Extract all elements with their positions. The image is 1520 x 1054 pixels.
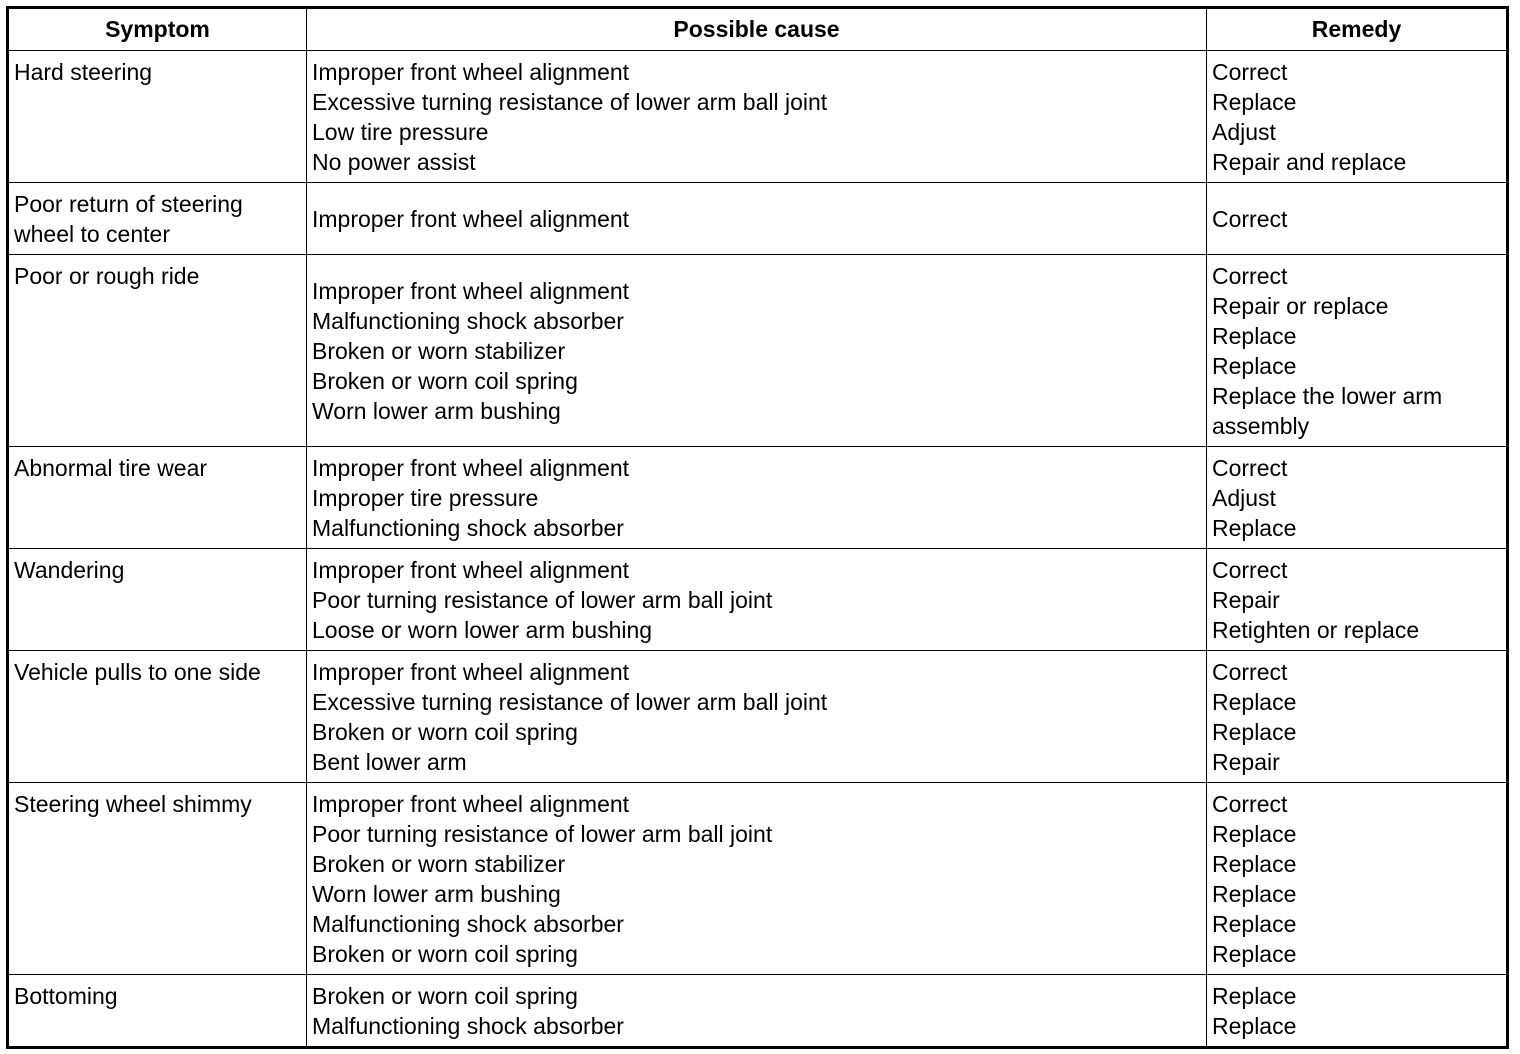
remedy-item: Repair or replace (1212, 293, 1389, 319)
cause-cell (307, 975, 1207, 1048)
table-row (8, 975, 1508, 1048)
table-row (8, 783, 1508, 975)
cause-item: Improper front wheel alignment (312, 659, 630, 685)
symptom-text: Wandering (14, 557, 125, 583)
symptom-cell (8, 183, 307, 255)
cause-item: Worn lower arm bushing (312, 881, 561, 907)
troubleshooting-table (6, 6, 1509, 1049)
cause-item: Poor turning resistance of lower arm ball joint (312, 587, 773, 613)
symptom-text: Bottoming (14, 983, 118, 1009)
remedy-item: Replace (1212, 323, 1297, 349)
cause-cell (307, 783, 1207, 975)
cause-item: Broken or worn coil spring (312, 368, 578, 394)
cause-cell (307, 255, 1207, 447)
symptom-text: Poor return of steering wheel to center (14, 191, 243, 247)
cause-item: No power assist (312, 149, 476, 175)
cause-item: Low tire pressure (312, 119, 489, 145)
remedy-item: Replace (1212, 983, 1297, 1009)
remedy-item: Repair and replace (1212, 149, 1407, 175)
table-row (8, 51, 1508, 183)
cause-item: Excessive turning resistance of lower arm ball joint (312, 689, 828, 715)
remedy-item: Replace (1212, 719, 1297, 745)
remedy-item: Replace the lower arm assembly (1212, 383, 1443, 439)
cause-item: Broken or worn stabilizer (312, 851, 566, 877)
cause-cell (307, 447, 1207, 549)
cause-item: Broken or worn coil spring (312, 719, 578, 745)
remedy-item: Correct (1212, 206, 1288, 232)
remedy-item: Replace (1212, 821, 1297, 847)
remedy-item: Correct (1212, 659, 1288, 685)
header-possible-cause: Possible cause (307, 8, 1207, 51)
table-row (8, 549, 1508, 651)
cause-item: Malfunctioning shock absorber (312, 515, 624, 541)
remedy-item: Correct (1212, 791, 1288, 817)
remedy-item: Replace (1212, 941, 1297, 967)
remedy-cell (1207, 447, 1508, 549)
symptom-text: Vehicle pulls to one side (14, 659, 261, 685)
cause-item: Improper tire pressure (312, 485, 539, 511)
cause-item: Worn lower arm bushing (312, 398, 561, 424)
cause-item: Malfunctioning shock absorber (312, 911, 624, 937)
symptom-cell (8, 651, 307, 783)
symptom-cell (8, 51, 307, 183)
remedy-item: Adjust (1212, 485, 1276, 511)
cause-item: Loose or worn lower arm bushing (312, 617, 653, 643)
remedy-item: Retighten or replace (1212, 617, 1420, 643)
remedy-item: Replace (1212, 911, 1297, 937)
table-row (8, 255, 1508, 447)
cause-item: Broken or worn coil spring (312, 941, 578, 967)
symptom-text: Hard steering (14, 59, 153, 85)
cause-item: Improper front wheel alignment (312, 206, 630, 232)
symptom-text: Steering wheel shimmy (14, 791, 252, 817)
remedy-item: Correct (1212, 455, 1288, 481)
remedy-item: Correct (1212, 557, 1288, 583)
remedy-item: Replace (1212, 1013, 1297, 1039)
symptom-cell (8, 783, 307, 975)
symptom-text: Poor or rough ride (14, 263, 200, 289)
symptom-cell (8, 549, 307, 651)
remedy-item: Replace (1212, 89, 1297, 115)
table-row (8, 183, 1508, 255)
cause-item: Improper front wheel alignment (312, 557, 630, 583)
cause-item: Improper front wheel alignment (312, 455, 630, 481)
remedy-cell (1207, 651, 1508, 783)
cause-item: Malfunctioning shock absorber (312, 1013, 624, 1039)
cause-cell (307, 183, 1207, 255)
cause-item: Improper front wheel alignment (312, 278, 630, 304)
symptom-cell (8, 447, 307, 549)
cause-item: Improper front wheel alignment (312, 59, 630, 85)
cause-cell (307, 51, 1207, 183)
remedy-item: Adjust (1212, 119, 1276, 145)
header-symptom: Symptom (8, 8, 307, 51)
remedy-item: Replace (1212, 353, 1297, 379)
cause-item: Broken or worn stabilizer (312, 338, 566, 364)
cause-item: Bent lower arm (312, 749, 467, 775)
remedy-cell (1207, 549, 1508, 651)
cause-cell (307, 549, 1207, 651)
cause-cell (307, 651, 1207, 783)
remedy-cell (1207, 783, 1508, 975)
cause-item: Broken or worn coil spring (312, 983, 578, 1009)
remedy-item: Replace (1212, 515, 1297, 541)
cause-item: Excessive turning resistance of lower arm ball joint (312, 89, 828, 115)
header-remedy: Remedy (1207, 8, 1508, 51)
remedy-cell (1207, 255, 1508, 447)
remedy-item: Replace (1212, 881, 1297, 907)
cause-item: Poor turning resistance of lower arm ball joint (312, 821, 773, 847)
remedy-cell (1207, 183, 1508, 255)
remedy-item: Repair (1212, 749, 1280, 775)
remedy-item: Correct (1212, 59, 1288, 85)
cause-item: Improper front wheel alignment (312, 791, 630, 817)
symptom-cell (8, 255, 307, 447)
table-row (8, 651, 1508, 783)
remedy-cell (1207, 975, 1508, 1048)
cause-item: Malfunctioning shock absorber (312, 308, 624, 334)
remedy-item: Replace (1212, 851, 1297, 877)
table-body (8, 51, 1508, 1048)
remedy-cell (1207, 51, 1508, 183)
symptom-cell (8, 975, 307, 1048)
remedy-item: Correct (1212, 263, 1288, 289)
header-row (8, 8, 1508, 51)
table-row (8, 447, 1508, 549)
symptom-text: Abnormal tire wear (14, 455, 208, 481)
remedy-item: Repair (1212, 587, 1280, 613)
remedy-item: Replace (1212, 689, 1297, 715)
